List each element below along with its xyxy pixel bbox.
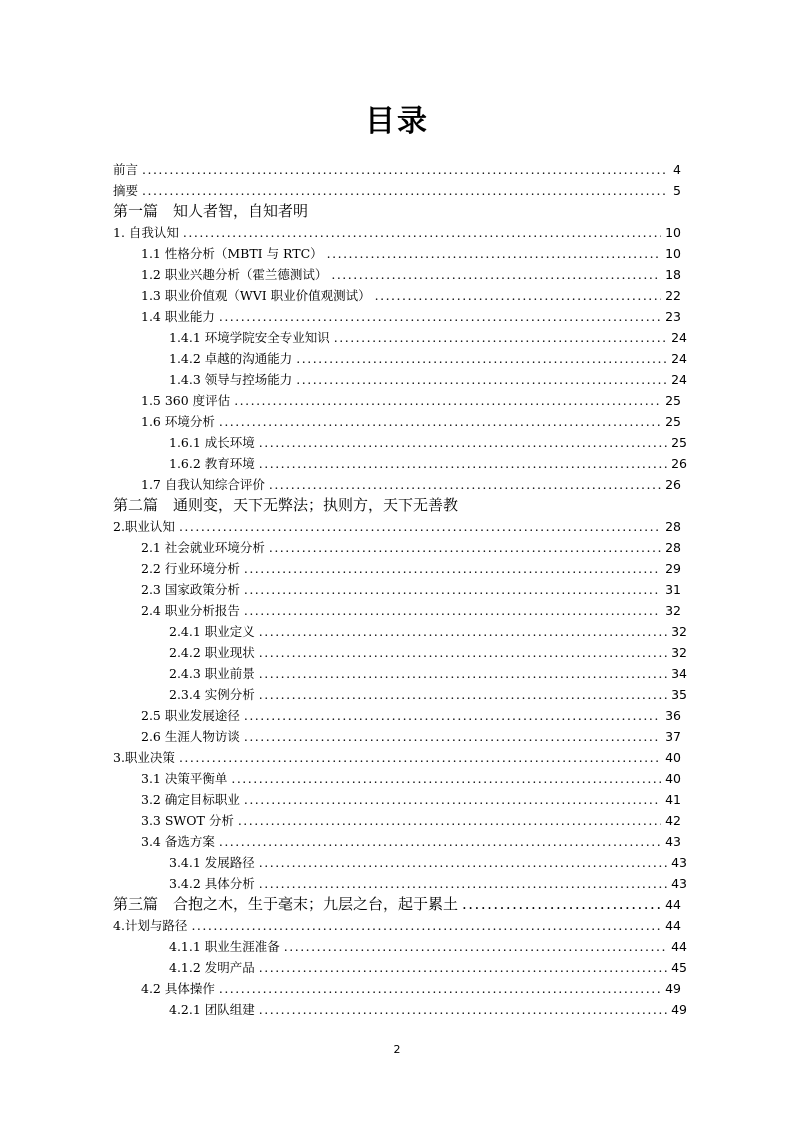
toc-entry[interactable]	[169, 451, 687, 471]
toc-page-number: 18	[665, 267, 681, 282]
toc-leader-dots	[259, 1002, 667, 1017]
toc-page-number: 44	[665, 897, 681, 912]
toc-entry-title: 3.3 SWOT 分析	[141, 813, 234, 828]
toc-page-number: 26	[671, 456, 687, 471]
toc-leader-dots	[259, 456, 667, 471]
toc-entry-title: 2.6 生涯人物访谈	[141, 729, 240, 744]
toc-entry-title: 第二篇 通则变，天下无弊法；执则方，天下无善教	[113, 496, 459, 514]
toc-leader-dots	[238, 813, 661, 828]
toc-entry-title: 1.4.3 领导与控场能力	[169, 372, 293, 387]
toc-leader-dots	[334, 330, 667, 345]
toc-entry[interactable]	[141, 577, 681, 597]
toc-leader-dots	[259, 666, 667, 681]
toc-page-number: 10	[665, 246, 681, 261]
page-title: 目录	[365, 104, 429, 139]
toc-page-number: 43	[671, 876, 687, 891]
toc-entry-title: 1.5 360 度评估	[141, 393, 231, 408]
toc-entry[interactable]	[141, 241, 681, 261]
toc-entry[interactable]	[141, 598, 681, 618]
toc-page-number: 23	[665, 309, 681, 324]
toc-page-number: 45	[671, 960, 687, 975]
toc-entry-title: 4.2 具体操作	[141, 981, 215, 996]
toc-entry-title: 1.4 职业能力	[141, 309, 215, 324]
toc-entry[interactable]	[169, 346, 687, 366]
toc-part-heading[interactable]	[113, 493, 681, 513]
toc-entry[interactable]	[113, 157, 681, 177]
toc-entry[interactable]	[141, 976, 681, 996]
toc-page-number: 28	[665, 540, 681, 555]
toc-page-number: 42	[665, 813, 681, 828]
toc-entry[interactable]	[169, 430, 687, 450]
toc-page-number: 24	[671, 372, 687, 387]
toc-entry[interactable]	[141, 766, 681, 786]
toc-entry[interactable]	[169, 955, 687, 975]
toc-leader-dots	[244, 582, 661, 597]
toc-entry-title: 2.4 职业分析报告	[141, 603, 240, 618]
toc-entry[interactable]	[169, 682, 687, 702]
toc-page-number: 44	[665, 918, 681, 933]
toc-leader-dots	[244, 792, 661, 807]
page-number: 2	[393, 1043, 401, 1056]
toc-leader-dots	[259, 960, 667, 975]
toc-leader-dots	[259, 855, 667, 870]
toc-entry-title: 2.3 国家政策分析	[141, 582, 240, 597]
toc-entry-title: 3.2 确定目标职业	[141, 792, 240, 807]
toc-entry[interactable]	[169, 850, 687, 870]
toc-entry[interactable]	[169, 871, 687, 891]
toc-page-number: 43	[665, 834, 681, 849]
toc-page-number: 37	[665, 729, 681, 744]
toc-page-number: 25	[665, 393, 681, 408]
toc-entry-title: 4.1.1 职业生涯准备	[169, 939, 280, 954]
toc-entry-title: 4.计划与路径	[113, 918, 188, 933]
toc-leader-dots	[375, 288, 661, 303]
toc-leader-dots	[142, 183, 667, 198]
toc-entry[interactable]	[113, 514, 681, 534]
toc-entry[interactable]	[169, 640, 687, 660]
toc-entry-title: 2.5 职业发展途径	[141, 708, 240, 723]
toc-page-number: 34	[671, 666, 687, 681]
toc-entry-title: 2.2 行业环境分析	[141, 561, 240, 576]
toc-entry-title: 1.6.2 教育环境	[169, 456, 255, 471]
toc-entry-title: 1.7 自我认知综合评价	[141, 477, 265, 492]
toc-page-number: 40	[665, 771, 681, 786]
toc-page-number: 32	[671, 624, 687, 639]
toc-leader-dots	[219, 834, 661, 849]
toc-leader-dots	[331, 267, 661, 282]
toc-entry[interactable]	[141, 724, 681, 744]
toc-page-number: 4	[673, 162, 681, 177]
toc-entry[interactable]	[113, 745, 681, 765]
toc-leader-dots	[244, 561, 661, 576]
toc-entry[interactable]	[169, 367, 687, 387]
toc-entry-title: 1.6.1 成长环境	[169, 435, 255, 450]
toc-entry-title: 4.2.1 团队组建	[169, 1002, 255, 1017]
toc-page-number: 29	[665, 561, 681, 576]
toc-entry-title: 3.4 备选方案	[141, 834, 215, 849]
toc-page-number: 41	[665, 792, 681, 807]
toc-entry-title: 1.3 职业价值观（WVI 职业价值观测试）	[141, 288, 371, 303]
toc-page-number: 22	[665, 288, 681, 303]
toc-part-heading[interactable]	[113, 199, 681, 219]
toc-entry-title: 第一篇 知人者智，自知者明	[113, 202, 309, 220]
toc-entry[interactable]	[169, 661, 687, 681]
toc-page-number: 49	[671, 1002, 687, 1017]
toc-entry[interactable]	[169, 997, 687, 1017]
toc-page-number: 28	[665, 519, 681, 534]
toc-entry-title: 3.职业决策	[113, 750, 175, 765]
toc-leader-dots	[259, 876, 667, 891]
toc-leader-dots	[231, 771, 661, 786]
toc-page-number: 25	[671, 435, 687, 450]
toc-leader-dots	[269, 540, 661, 555]
toc-leader-dots	[259, 645, 667, 660]
toc-page-number: 24	[671, 351, 687, 366]
toc-entry-title: 2.职业认知	[113, 519, 175, 534]
toc-entry[interactable]	[141, 304, 681, 324]
toc-page-number: 32	[665, 603, 681, 618]
toc-entry-title: 2.4.1 职业定义	[169, 624, 255, 639]
toc-leader-dots	[183, 225, 661, 240]
toc-page-number: 44	[671, 939, 687, 954]
toc-leader-dots	[259, 687, 667, 702]
toc-leader-dots	[179, 750, 661, 765]
toc-leader-dots	[244, 603, 661, 618]
toc-leader-dots	[191, 918, 661, 933]
toc-page-number: 32	[671, 645, 687, 660]
toc-entry[interactable]	[113, 913, 681, 933]
toc-leader-dots	[244, 729, 661, 744]
toc-entry-title: 摘要	[113, 183, 139, 198]
toc-entry[interactable]	[141, 262, 681, 282]
toc-leader-dots	[462, 897, 661, 912]
toc-entry-title: 2.1 社会就业环境分析	[141, 540, 265, 555]
toc-entry-title: 3.4.2 具体分析	[169, 876, 255, 891]
toc-leader-dots	[234, 393, 661, 408]
toc-entry-title: 1.4.2 卓越的沟通能力	[169, 351, 293, 366]
toc-entry-title: 2.4.3 职业前景	[169, 666, 255, 681]
toc-leader-dots	[284, 939, 667, 954]
toc-page-number: 49	[665, 981, 681, 996]
toc-entry-title: 1. 自我认知	[113, 225, 179, 240]
toc-leader-dots	[269, 477, 661, 492]
toc-leader-dots	[296, 372, 667, 387]
toc-entry[interactable]	[141, 787, 681, 807]
toc-entry[interactable]	[141, 829, 681, 849]
toc-leader-dots	[296, 351, 667, 366]
toc-page-number: 25	[665, 414, 681, 429]
toc-entry[interactable]	[141, 556, 681, 576]
toc-entry-title: 3.4.1 发展路径	[169, 855, 255, 870]
toc-entry-title: 第三篇 合抱之木，生于毫末；九层之台，起于累土	[113, 895, 459, 913]
toc-leader-dots	[259, 624, 667, 639]
toc-leader-dots	[244, 708, 661, 723]
toc-entry[interactable]	[141, 472, 681, 492]
toc-entry[interactable]	[141, 703, 681, 723]
toc-page-number: 24	[671, 330, 687, 345]
toc-entry-title: 2.4.2 职业现状	[169, 645, 255, 660]
toc-entry[interactable]	[169, 934, 687, 954]
toc-page-number: 5	[673, 183, 681, 198]
toc-entry[interactable]	[141, 409, 681, 429]
toc-page-number: 26	[665, 477, 681, 492]
toc-leader-dots	[259, 435, 667, 450]
toc-page-number: 31	[665, 582, 681, 597]
toc-leader-dots	[219, 414, 661, 429]
toc-page-number: 43	[671, 855, 687, 870]
toc-entry-title: 1.1 性格分析（MBTI 与 RTC）	[141, 246, 323, 261]
toc-entry[interactable]	[141, 535, 681, 555]
toc-entry-title: 前言	[113, 162, 139, 177]
toc-entry[interactable]	[113, 178, 681, 198]
toc-entry[interactable]	[141, 283, 681, 303]
toc-page-number: 10	[665, 225, 681, 240]
toc-leader-dots	[219, 981, 661, 996]
toc-leader-dots	[327, 246, 661, 261]
toc-leader-dots	[219, 309, 661, 324]
toc-entry-title: 4.1.2 发明产品	[169, 960, 255, 975]
toc-page-number: 35	[671, 687, 687, 702]
toc-entry-title: 2.3.4 实例分析	[169, 687, 255, 702]
toc-entry[interactable]	[141, 808, 681, 828]
toc-leader-dots	[179, 519, 661, 534]
toc-entry-title: 3.1 决策平衡单	[141, 771, 228, 786]
toc-entry-title: 1.4.1 环境学院安全专业知识	[169, 330, 330, 345]
toc-entry[interactable]	[141, 388, 681, 408]
toc-part-heading[interactable]	[113, 892, 681, 912]
toc-leader-dots	[142, 162, 667, 177]
toc-entry[interactable]	[169, 619, 687, 639]
toc-entry[interactable]	[169, 325, 687, 345]
toc-page-number: 40	[665, 750, 681, 765]
toc-entry-title: 1.6 环境分析	[141, 414, 215, 429]
toc-page-number: 36	[665, 708, 681, 723]
toc-entry-title: 1.2 职业兴趣分析（霍兰德测试）	[141, 267, 328, 282]
toc-entry[interactable]	[113, 220, 681, 240]
